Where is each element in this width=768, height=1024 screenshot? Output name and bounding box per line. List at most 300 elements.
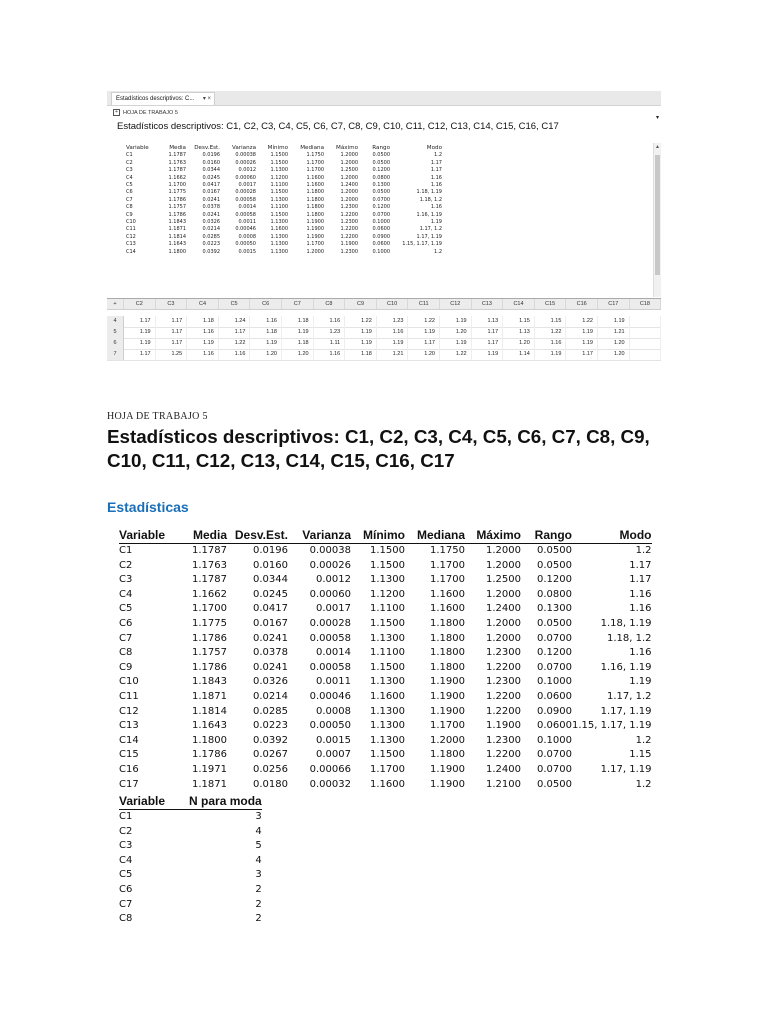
table-cell: 1.1900 bbox=[430, 690, 465, 702]
table-cell: 1.2000 bbox=[486, 617, 521, 629]
scroll-up-icon[interactable]: ▲ bbox=[655, 144, 660, 150]
table-row bbox=[119, 898, 262, 913]
worksheet-cell[interactable]: 1.18 bbox=[282, 338, 314, 349]
output-tab[interactable] bbox=[111, 92, 215, 105]
worksheet-cell[interactable]: 1.17 bbox=[124, 349, 156, 360]
table-cell: 4 bbox=[255, 825, 262, 837]
table-cell: 0.0900 bbox=[372, 233, 390, 240]
worksheet-cell[interactable]: 1.19 bbox=[124, 327, 156, 338]
worksheet-column-label[interactable]: C10 bbox=[377, 299, 409, 309]
table-cell: 1.17 bbox=[430, 159, 442, 166]
worksheet-cell[interactable]: 1.21 bbox=[598, 327, 630, 338]
table-row bbox=[123, 152, 445, 159]
worksheet-cell[interactable]: 1.17 bbox=[156, 338, 188, 349]
worksheet-cell[interactable]: 1.17 bbox=[219, 327, 251, 338]
table-cell: 0.0500 bbox=[372, 159, 390, 166]
worksheet-cell[interactable]: 1.21 bbox=[377, 349, 409, 360]
column-header: Media bbox=[169, 145, 186, 151]
worksheet-cell[interactable]: 1.17 bbox=[156, 327, 188, 338]
worksheet-cell[interactable]: 1.25 bbox=[156, 349, 188, 360]
table-cell: 0.0392 bbox=[253, 734, 288, 746]
table-cell: 0.0500 bbox=[372, 152, 390, 159]
column-header: Variable bbox=[126, 145, 149, 151]
table-cell: 0.00028 bbox=[309, 617, 351, 629]
table-cell: 0.0011 bbox=[316, 676, 351, 688]
worksheet-cell[interactable]: 1.16 bbox=[314, 316, 346, 327]
worksheet-cell[interactable]: 1.20 bbox=[503, 338, 535, 349]
table-cell: 0.0417 bbox=[202, 182, 220, 189]
table-header-row bbox=[119, 793, 262, 810]
table-cell: 1.16 bbox=[629, 603, 652, 615]
table-cell: 1.1800 bbox=[430, 632, 465, 644]
table-cell: 1.1300 bbox=[270, 219, 288, 226]
worksheet-cell[interactable]: 1.17 bbox=[472, 338, 504, 349]
table-row bbox=[119, 810, 262, 825]
table-cell: 1.2300 bbox=[340, 248, 358, 255]
column-header: N para moda bbox=[165, 793, 262, 810]
table-cell: 1.1300 bbox=[370, 720, 405, 732]
worksheet-cell[interactable]: 1.19 bbox=[566, 338, 598, 349]
table-cell: C13 bbox=[126, 241, 136, 248]
table-cell: 1.1786 bbox=[168, 211, 186, 218]
table-row bbox=[123, 234, 445, 241]
worksheet-cell[interactable]: 1.17 bbox=[124, 316, 156, 327]
table-cell: 1.1700 bbox=[168, 182, 186, 189]
worksheet-cell[interactable]: 1.19 bbox=[598, 316, 630, 327]
table-cell: 1.2200 bbox=[340, 233, 358, 240]
table-cell: 1.1750 bbox=[430, 545, 465, 556]
worksheet-cell[interactable]: 1.23 bbox=[314, 327, 346, 338]
table-cell: 1.2000 bbox=[340, 152, 358, 159]
table-cell: C5 bbox=[119, 603, 133, 615]
table-cell: 1.17, 1.19 bbox=[416, 233, 442, 240]
table-cell: 1.1600 bbox=[370, 690, 405, 702]
worksheet-cell[interactable] bbox=[630, 316, 661, 327]
table-cell: C5 bbox=[126, 182, 133, 189]
n-mode-table bbox=[119, 793, 262, 927]
table-cell: 0.0008 bbox=[238, 233, 256, 240]
table-cell: 1.1500 bbox=[270, 159, 288, 166]
table-cell: 0.0700 bbox=[372, 196, 390, 203]
table-cell: 0.0600 bbox=[372, 226, 390, 233]
table-cell: 2 bbox=[255, 883, 262, 895]
worksheet-column-label[interactable]: C6 bbox=[250, 299, 282, 309]
worksheet-cell[interactable]: 1.18 bbox=[345, 349, 377, 360]
worksheet-cell[interactable] bbox=[630, 338, 661, 349]
table-cell: 0.0500 bbox=[372, 189, 390, 196]
worksheet-cell[interactable]: 1.20 bbox=[440, 327, 472, 338]
table-cell: C10 bbox=[126, 219, 136, 226]
table-cell: 1.1300 bbox=[370, 632, 405, 644]
table-cell: C1 bbox=[119, 811, 133, 822]
worksheet-column-label[interactable]: C17 bbox=[598, 299, 630, 309]
table-cell: 1.1775 bbox=[192, 617, 227, 629]
column-header: Varianza bbox=[231, 145, 256, 151]
worksheet-cell[interactable]: 1.17 bbox=[566, 349, 598, 360]
table-cell: 0.0900 bbox=[537, 705, 572, 717]
worksheet-column-label[interactable]: C9 bbox=[345, 299, 377, 309]
table-row bbox=[123, 197, 445, 204]
worksheet-cell[interactable]: 1.17 bbox=[408, 338, 440, 349]
worksheet-cell[interactable]: 1.18 bbox=[187, 316, 219, 327]
worksheet-cell[interactable]: 1.19 bbox=[377, 338, 409, 349]
worksheet-cell[interactable]: 1.20 bbox=[250, 349, 282, 360]
table-cell: 1.1900 bbox=[430, 676, 465, 688]
table-cell: 1.2000 bbox=[486, 632, 521, 644]
worksheet-link-label: HOJA DE TRABAJO 5 bbox=[123, 109, 178, 116]
worksheet-column-label[interactable]: C16 bbox=[566, 299, 598, 309]
table-cell: 0.0700 bbox=[537, 661, 572, 673]
table-cell: 0.0417 bbox=[253, 603, 288, 615]
table-row bbox=[123, 204, 445, 211]
worksheet-cell[interactable]: 1.17 bbox=[156, 316, 188, 327]
table-row bbox=[119, 559, 652, 574]
table-cell: 1.1500 bbox=[370, 749, 405, 761]
table-cell: C13 bbox=[119, 720, 139, 732]
worksheet-cell[interactable]: 1.20 bbox=[282, 349, 314, 360]
worksheet-cell[interactable]: 1.19 bbox=[250, 338, 282, 349]
table-cell: 0.1300 bbox=[537, 603, 572, 615]
table-row bbox=[119, 646, 652, 661]
table-cell: 0.00058 bbox=[309, 661, 351, 673]
table-cell: 1.1800 bbox=[168, 248, 186, 255]
table-cell: 1.1600 bbox=[430, 603, 465, 615]
table-cell: 0.0378 bbox=[253, 647, 288, 659]
table-cell: 0.0015 bbox=[316, 734, 351, 746]
output-tab-bar bbox=[107, 91, 661, 106]
worksheet-cell[interactable]: 1.19 bbox=[187, 338, 219, 349]
table-cell: 0.1200 bbox=[372, 204, 390, 211]
table-cell: 1.1900 bbox=[306, 226, 324, 233]
table-cell: 1.1200 bbox=[370, 588, 405, 600]
table-cell: C3 bbox=[119, 840, 133, 852]
table-cell: 0.0326 bbox=[253, 676, 288, 688]
worksheet-cell[interactable]: 1.20 bbox=[598, 338, 630, 349]
table-cell: 1.18, 1.19 bbox=[416, 189, 442, 196]
worksheet-cell[interactable]: 1.16 bbox=[314, 349, 346, 360]
table-cell: C2 bbox=[119, 825, 133, 837]
table-cell: 1.1750 bbox=[306, 152, 324, 159]
worksheet-row-number[interactable]: 7 bbox=[107, 349, 124, 360]
table-cell: 0.0196 bbox=[202, 152, 220, 159]
table-row bbox=[119, 661, 652, 676]
worksheet-cell[interactable]: 1.16 bbox=[535, 338, 567, 349]
table-cell: C15 bbox=[119, 749, 139, 761]
worksheet-column-label[interactable]: C15 bbox=[535, 299, 567, 309]
collapse-caret-icon[interactable]: ▾ bbox=[656, 115, 660, 121]
worksheet-corner[interactable]: + bbox=[107, 299, 124, 309]
table-cell: 1.2 bbox=[434, 248, 442, 255]
worksheet-cell[interactable]: 1.13 bbox=[472, 316, 504, 327]
table-cell: 1.16, 1.19 bbox=[416, 211, 442, 218]
table-cell: C14 bbox=[126, 248, 136, 255]
table-row bbox=[119, 912, 262, 927]
worksheet-cell[interactable]: 1.16 bbox=[250, 316, 282, 327]
worksheet-cell[interactable]: 1.18 bbox=[282, 316, 314, 327]
table-cell: 0.0500 bbox=[537, 545, 572, 556]
worksheet-cell[interactable]: 1.19 bbox=[566, 327, 598, 338]
worksheet-link[interactable] bbox=[113, 109, 178, 116]
thumbnail-stats-table bbox=[123, 145, 445, 256]
table-row bbox=[119, 719, 652, 734]
table-cell: 1.1843 bbox=[192, 676, 227, 688]
worksheet-cell[interactable]: 1.20 bbox=[408, 349, 440, 360]
table-cell: 1.1100 bbox=[370, 603, 405, 615]
table-cell: 0.0008 bbox=[316, 705, 351, 717]
table-cell: 1.2200 bbox=[486, 690, 521, 702]
table-cell: 0.0012 bbox=[238, 167, 256, 174]
table-cell: 1.1871 bbox=[192, 690, 227, 702]
table-cell: 1.1800 bbox=[306, 204, 324, 211]
worksheet-cell[interactable]: 1.14 bbox=[503, 349, 535, 360]
table-cell: 1.1200 bbox=[270, 174, 288, 181]
table-cell: 1.1787 bbox=[192, 545, 227, 556]
table-cell: 1.1643 bbox=[192, 720, 227, 732]
table-cell: 1.1814 bbox=[168, 233, 186, 240]
table-cell: 0.00050 bbox=[235, 241, 256, 248]
table-cell: 0.00028 bbox=[235, 189, 256, 196]
worksheet-cell[interactable]: 1.22 bbox=[566, 316, 598, 327]
table-cell: 0.0241 bbox=[253, 632, 288, 644]
table-cell: 1.1763 bbox=[192, 559, 227, 571]
output-scrollbar[interactable] bbox=[653, 143, 661, 297]
table-cell: 1.2000 bbox=[340, 189, 358, 196]
table-cell: 0.0800 bbox=[537, 588, 572, 600]
worksheet-cell[interactable]: 1.19 bbox=[282, 327, 314, 338]
worksheet-cell[interactable]: 1.19 bbox=[440, 316, 472, 327]
table-cell: 1.15 bbox=[629, 749, 652, 761]
table-cell: 1.1500 bbox=[370, 617, 405, 629]
column-header: Mediana bbox=[300, 145, 324, 151]
table-header-row bbox=[123, 145, 445, 152]
worksheet-cell[interactable]: 1.24 bbox=[219, 316, 251, 327]
table-cell: 1.2400 bbox=[486, 603, 521, 615]
table-cell: 1.17 bbox=[629, 574, 652, 586]
column-header: Varianza bbox=[288, 527, 351, 544]
worksheet-cell[interactable]: 1.16 bbox=[187, 349, 219, 360]
worksheet-cell[interactable]: 1.16 bbox=[377, 327, 409, 338]
table-cell: 4 bbox=[255, 854, 262, 866]
table-cell: 1.2000 bbox=[486, 588, 521, 600]
table-cell: 1.1700 bbox=[306, 241, 324, 248]
worksheet-cell[interactable] bbox=[630, 327, 661, 338]
table-cell: 1.2000 bbox=[306, 248, 324, 255]
worksheet-column-label[interactable]: C13 bbox=[472, 299, 504, 309]
table-cell: 1.1100 bbox=[270, 182, 288, 189]
worksheet-cell[interactable]: 1.16 bbox=[219, 349, 251, 360]
table-row bbox=[119, 588, 652, 603]
worksheet-cell[interactable]: 1.22 bbox=[535, 327, 567, 338]
table-cell: 1.1971 bbox=[192, 763, 227, 775]
table-row bbox=[119, 573, 652, 588]
worksheet-column-label[interactable]: C14 bbox=[503, 299, 535, 309]
table-cell: 1.1871 bbox=[192, 778, 227, 790]
table-cell: 0.1300 bbox=[372, 182, 390, 189]
worksheet-cell[interactable]: 1.11 bbox=[314, 338, 346, 349]
worksheet-cell[interactable]: 1.23 bbox=[377, 316, 409, 327]
table-cell: C2 bbox=[119, 559, 133, 571]
table-cell: 1.2 bbox=[635, 778, 652, 790]
table-cell: 1.1900 bbox=[486, 720, 521, 732]
table-row bbox=[119, 632, 652, 647]
table-cell: 3 bbox=[255, 811, 262, 822]
worksheet-column-label[interactable]: C5 bbox=[219, 299, 251, 309]
table-row bbox=[119, 763, 652, 778]
table-cell: 0.0700 bbox=[537, 749, 572, 761]
table-cell: 1.1800 bbox=[192, 734, 227, 746]
tab-close-icon[interactable]: ▾ × bbox=[202, 96, 211, 102]
column-header: Desv.Est. bbox=[227, 527, 288, 544]
table-cell: C11 bbox=[119, 690, 139, 702]
table-row bbox=[119, 602, 652, 617]
table-cell: 1.1100 bbox=[270, 204, 288, 211]
table-cell: 1.1800 bbox=[430, 617, 465, 629]
table-cell: 0.1200 bbox=[537, 647, 572, 659]
table-cell: 0.0011 bbox=[238, 219, 256, 226]
section-heading: Estadísticas bbox=[107, 499, 189, 515]
table-cell: 1.1500 bbox=[370, 545, 405, 556]
table-row bbox=[123, 160, 445, 167]
table-cell: 1.2000 bbox=[340, 174, 358, 181]
expand-icon[interactable]: + bbox=[113, 109, 120, 116]
table-cell: 1.1600 bbox=[306, 174, 324, 181]
table-row bbox=[119, 675, 652, 690]
worksheet-cell[interactable]: 1.18 bbox=[250, 327, 282, 338]
table-cell: 1.15, 1.17, 1.19 bbox=[572, 720, 652, 732]
table-cell: 0.1200 bbox=[372, 167, 390, 174]
worksheet-cell[interactable]: 1.19 bbox=[440, 338, 472, 349]
worksheet-cell[interactable]: 1.19 bbox=[124, 338, 156, 349]
table-cell: 1.1900 bbox=[430, 778, 465, 790]
worksheet-cell[interactable]: 1.20 bbox=[598, 349, 630, 360]
table-cell: 0.00038 bbox=[309, 545, 351, 556]
table-cell: 0.0392 bbox=[202, 248, 220, 255]
worksheet-column-label[interactable]: C7 bbox=[282, 299, 314, 309]
table-cell: C16 bbox=[119, 763, 139, 775]
worksheet-cell[interactable]: 1.19 bbox=[345, 327, 377, 338]
worksheet-column-label[interactable]: C12 bbox=[440, 299, 472, 309]
worksheet-cell[interactable]: 1.19 bbox=[472, 349, 504, 360]
worksheet-column-label[interactable]: C2 bbox=[124, 299, 156, 309]
table-cell: 0.0256 bbox=[253, 763, 288, 775]
worksheet-cell[interactable]: 1.19 bbox=[408, 327, 440, 338]
column-header: Mínimo bbox=[351, 527, 405, 544]
table-cell: 2 bbox=[255, 898, 262, 910]
table-cell: C8 bbox=[126, 204, 133, 211]
table-cell: 2 bbox=[255, 913, 262, 925]
table-cell: 0.1000 bbox=[537, 676, 572, 688]
table-cell: 1.1300 bbox=[270, 241, 288, 248]
worksheet-cell[interactable]: 1.22 bbox=[440, 349, 472, 360]
table-cell: 0.0326 bbox=[202, 219, 220, 226]
worksheet-column-label[interactable]: C18 bbox=[630, 299, 661, 309]
table-row bbox=[123, 219, 445, 226]
table-cell: 3 bbox=[255, 869, 262, 881]
table-cell: 0.0241 bbox=[253, 661, 288, 673]
table-cell: 0.0241 bbox=[202, 196, 220, 203]
table-cell: C7 bbox=[119, 632, 133, 644]
table-cell: 0.0241 bbox=[202, 211, 220, 218]
table-cell: 0.0014 bbox=[316, 647, 351, 659]
table-row bbox=[123, 212, 445, 219]
table-cell: 0.0160 bbox=[202, 159, 220, 166]
worksheet-column-label[interactable]: C8 bbox=[314, 299, 346, 309]
scrollbar-thumb[interactable] bbox=[655, 155, 660, 275]
table-cell: 1.1763 bbox=[168, 159, 186, 166]
table-row bbox=[123, 175, 445, 182]
table-cell: 1.1500 bbox=[270, 211, 288, 218]
worksheet-cell[interactable]: 1.22 bbox=[219, 338, 251, 349]
worksheet-column-label[interactable]: C11 bbox=[408, 299, 440, 309]
table-cell: 0.0700 bbox=[537, 763, 572, 775]
table-cell: 1.2300 bbox=[486, 647, 521, 659]
table-cell: 1.2000 bbox=[340, 196, 358, 203]
worksheet-cell[interactable]: 1.19 bbox=[535, 349, 567, 360]
table-cell: 0.00032 bbox=[309, 778, 351, 790]
table-cell: 1.1662 bbox=[192, 588, 227, 600]
table-cell: 0.1200 bbox=[537, 574, 572, 586]
table-cell: 1.1786 bbox=[192, 661, 227, 673]
worksheet-cell[interactable]: 1.17 bbox=[472, 327, 504, 338]
table-cell: 1.17, 1.2 bbox=[419, 226, 442, 233]
table-cell: 1.1800 bbox=[430, 661, 465, 673]
table-cell: C4 bbox=[119, 588, 133, 600]
column-header: Desv.Est. bbox=[194, 145, 220, 151]
table-cell: 0.0017 bbox=[238, 182, 256, 189]
table-cell: 1.1700 bbox=[306, 159, 324, 166]
table-row bbox=[119, 839, 262, 854]
table-cell: 1.2500 bbox=[340, 167, 358, 174]
table-cell: 0.0214 bbox=[253, 690, 288, 702]
table-cell: 1.2200 bbox=[340, 226, 358, 233]
table-cell: 1.1900 bbox=[340, 241, 358, 248]
table-cell: 1.1100 bbox=[370, 647, 405, 659]
table-cell: 1.1786 bbox=[192, 632, 227, 644]
table-cell: 0.0017 bbox=[316, 603, 351, 615]
table-cell: C8 bbox=[119, 647, 133, 659]
worksheet-row-number[interactable]: 6 bbox=[107, 338, 124, 349]
table-cell: 0.0160 bbox=[253, 559, 288, 571]
table-cell: C9 bbox=[119, 661, 133, 673]
worksheet-cell[interactable]: 1.15 bbox=[503, 316, 535, 327]
table-cell: 1.16 bbox=[430, 174, 442, 181]
table-cell: 1.2400 bbox=[486, 763, 521, 775]
column-header: Máximo bbox=[336, 145, 358, 151]
worksheet-cell[interactable]: 1.19 bbox=[345, 338, 377, 349]
table-cell: 1.2000 bbox=[486, 559, 521, 571]
table-cell: 1.17 bbox=[430, 167, 442, 174]
worksheet-cell[interactable]: 1.13 bbox=[503, 327, 535, 338]
table-cell: 1.1300 bbox=[270, 196, 288, 203]
worksheet-column-label[interactable]: C4 bbox=[187, 299, 219, 309]
worksheet-cell[interactable]: 1.22 bbox=[408, 316, 440, 327]
worksheet-cell[interactable]: 1.22 bbox=[345, 316, 377, 327]
table-cell: 0.00046 bbox=[235, 226, 256, 233]
worksheet-cell[interactable]: 1.15 bbox=[535, 316, 567, 327]
table-cell: 1.1500 bbox=[270, 152, 288, 159]
table-cell: 1.2200 bbox=[486, 749, 521, 761]
table-cell: 0.00038 bbox=[235, 152, 256, 159]
worksheet-column-label[interactable]: C3 bbox=[156, 299, 188, 309]
table-cell: 1.1900 bbox=[430, 705, 465, 717]
worksheet-row-number[interactable]: 5 bbox=[107, 327, 124, 338]
worksheet-cell[interactable] bbox=[630, 349, 661, 360]
table-cell: 1.2200 bbox=[486, 705, 521, 717]
worksheet-row-number[interactable]: 4 bbox=[107, 316, 124, 327]
worksheet-cell[interactable]: 1.16 bbox=[187, 327, 219, 338]
table-cell: 1.1700 bbox=[192, 603, 227, 615]
table-cell: C2 bbox=[126, 159, 133, 166]
